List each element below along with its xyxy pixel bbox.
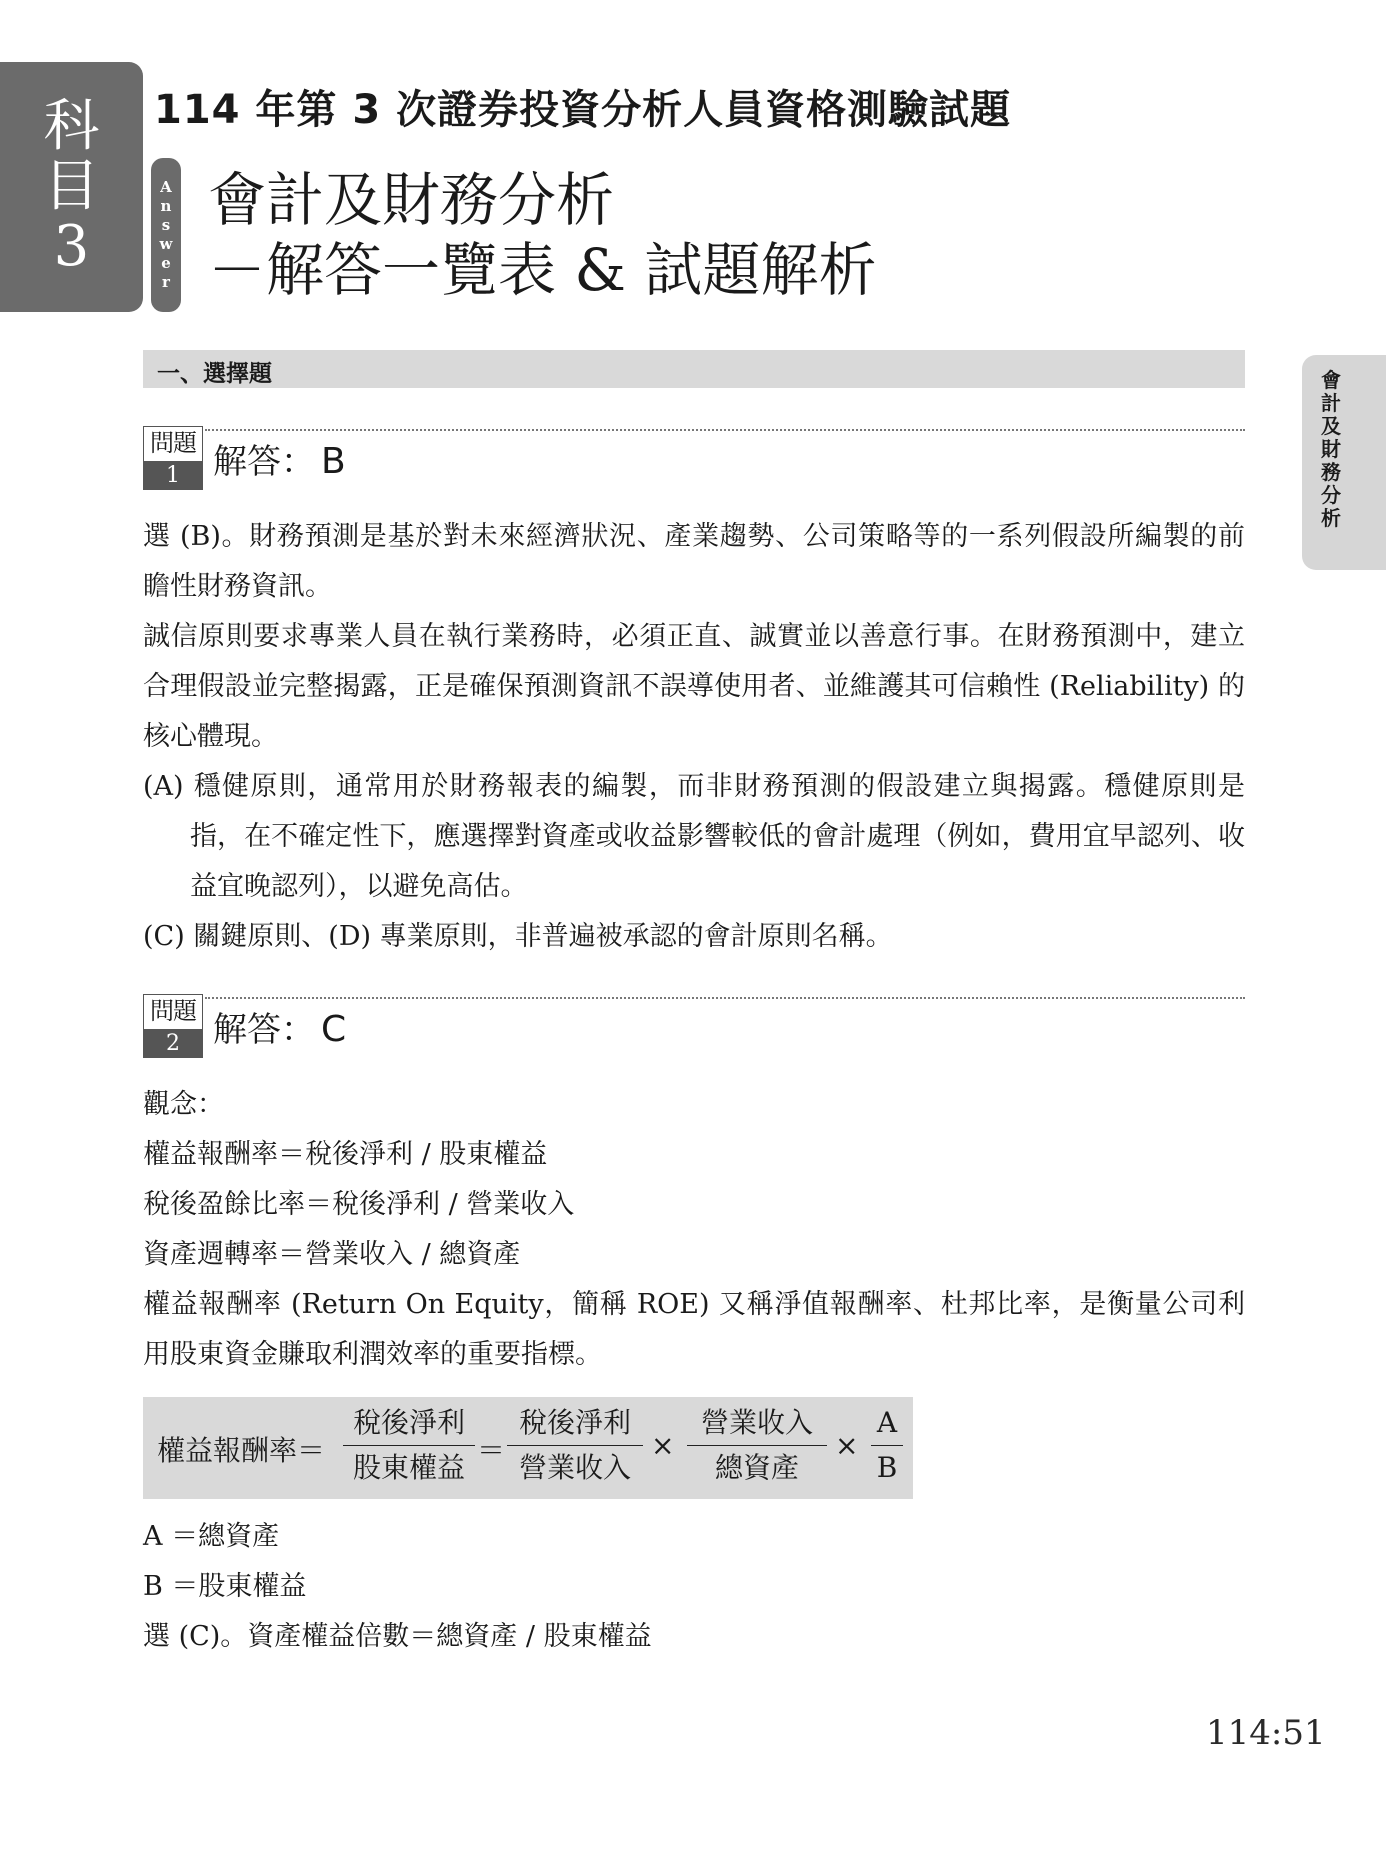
paragraph: 稅後盈餘比率＝稅後淨利 / 營業收入 [143, 1189, 575, 1220]
main-title-line2: －解答一覽表 & 試題解析 [208, 236, 877, 304]
question-badge-label: 問題 [143, 994, 203, 1030]
answer-tab-char: n [160, 197, 172, 215]
answer-letter: C [321, 1009, 347, 1050]
dotted-divider [205, 429, 1245, 431]
fraction-net-income-over-revenue [507, 1401, 643, 1490]
fraction-numerator: 稅後淨利 [343, 1401, 475, 1446]
paragraph: 觀念： [143, 1089, 224, 1120]
roe-formula-box [143, 1397, 913, 1499]
question-badge [143, 994, 203, 1058]
paragraph: 權益報酬率 (Return On Equity，簡稱 ROE) 又稱淨值報酬率、杜邦比率，是衡量公司利用股東資金賺取利潤效率的重要指標。 [143, 1289, 1245, 1370]
question-2-body [143, 1080, 1245, 1380]
side-tab [1302, 355, 1386, 570]
question-badge-number: 2 [143, 1030, 203, 1058]
answer-tab-char: w [159, 235, 173, 253]
fraction-denominator: 股東權益 [352, 1451, 465, 1484]
question-badge [143, 426, 203, 490]
paragraph: 誠信原則要求專業人員在執行業務時，必須正直、誠實並以善意行事。在財務預測中，建立合理假設並完整揭露，正是確保預測資訊不誤導使用者、並維護其可信賴性 (Reliability) 的核心體現。 [143, 621, 1245, 752]
fraction-revenue-over-assets [687, 1401, 827, 1490]
option-explanation: (C) 關鍵原則、(D) 專業原則，非普遍被承認的會計原則名稱。 [143, 921, 893, 952]
answer-tab [151, 158, 181, 312]
option-explanation: (A) 穩健原則，通常用於財務報表的編製，而非財務預測的假設建立與揭露。穩健原則是指，在不確定性下，應選擇對資產或收益影響較低的會計處理（例如，費用宜早認列、收益宜晚認列），以避免高估。 [143, 771, 1245, 902]
fraction-denominator: 營業收入 [518, 1451, 631, 1484]
answer-tab-char: A [160, 178, 172, 196]
answer-prefix: 解答： [213, 1010, 315, 1050]
question-2-header [143, 994, 1245, 1058]
side-tab-char: 財 [1321, 437, 1341, 461]
subject-tab-char: 科 [43, 94, 100, 159]
side-tab-char: 務 [1321, 460, 1341, 484]
formula-times: × [835, 1429, 859, 1462]
subject-tab [0, 62, 143, 312]
answer-tab-char: r [162, 273, 170, 291]
fraction-net-income-over-equity [343, 1401, 475, 1490]
exam-title: 114 年第 3 次證券投資分析人員資格測驗試題 [154, 87, 1012, 133]
question-badge-number: 1 [143, 462, 203, 490]
side-tab-char: 分 [1321, 483, 1341, 507]
subject-tab-char: 3 [53, 214, 90, 279]
question-1-body [143, 512, 1245, 962]
side-tab-char: 計 [1321, 391, 1341, 415]
question-answer [213, 1002, 346, 1051]
paragraph: 選 (C)。資產權益倍數＝總資產 / 股東權益 [143, 1621, 652, 1652]
main-title [208, 165, 877, 305]
section-label: 一、選擇題 [157, 361, 272, 387]
paragraph: 資產週轉率＝營業收入 / 總資產 [143, 1239, 521, 1270]
fraction-denominator: B [876, 1451, 898, 1484]
answer-tab-char: e [161, 254, 171, 272]
fraction-denominator: 總資產 [714, 1451, 799, 1484]
formula-times: × [651, 1429, 675, 1462]
section-bar [143, 350, 1245, 388]
fraction-numerator: 營業收入 [687, 1401, 827, 1446]
formula-lhs: 權益報酬率＝ [157, 1434, 326, 1467]
answer-letter: B [321, 441, 346, 482]
fraction-numerator: 稅後淨利 [507, 1401, 643, 1446]
question-answer [213, 434, 346, 483]
subject-tab-char: 目 [43, 154, 100, 219]
question-badge-label: 問題 [143, 426, 203, 462]
side-tab-char: 會 [1321, 368, 1341, 392]
fraction-a-over-b [871, 1401, 903, 1490]
question-2-conclusion [143, 1512, 1245, 1662]
answer-prefix: 解答： [213, 442, 315, 482]
paragraph: 權益報酬率＝稅後淨利 / 股東權益 [143, 1139, 548, 1170]
main-title-line1: 會計及財務分析 [208, 166, 615, 234]
question-1-header [143, 426, 1245, 490]
fraction-numerator: A [871, 1401, 903, 1446]
paragraph: A ＝總資產 [143, 1521, 280, 1552]
side-tab-char: 及 [1321, 414, 1341, 438]
paragraph: B ＝股東權益 [143, 1571, 307, 1602]
paragraph: 選 (B)。財務預測是基於對未來經濟狀況、產業趨勢、公司策略等的一系列假設所編製的前瞻性財務資訊。 [143, 521, 1245, 602]
side-tab-char: 析 [1321, 506, 1341, 530]
answer-tab-char: s [161, 216, 171, 234]
dotted-divider [205, 997, 1245, 999]
page-number: 114:51 [1206, 1713, 1326, 1753]
side-tab-text [1316, 369, 1346, 530]
formula-equals: ＝ [477, 1434, 506, 1467]
